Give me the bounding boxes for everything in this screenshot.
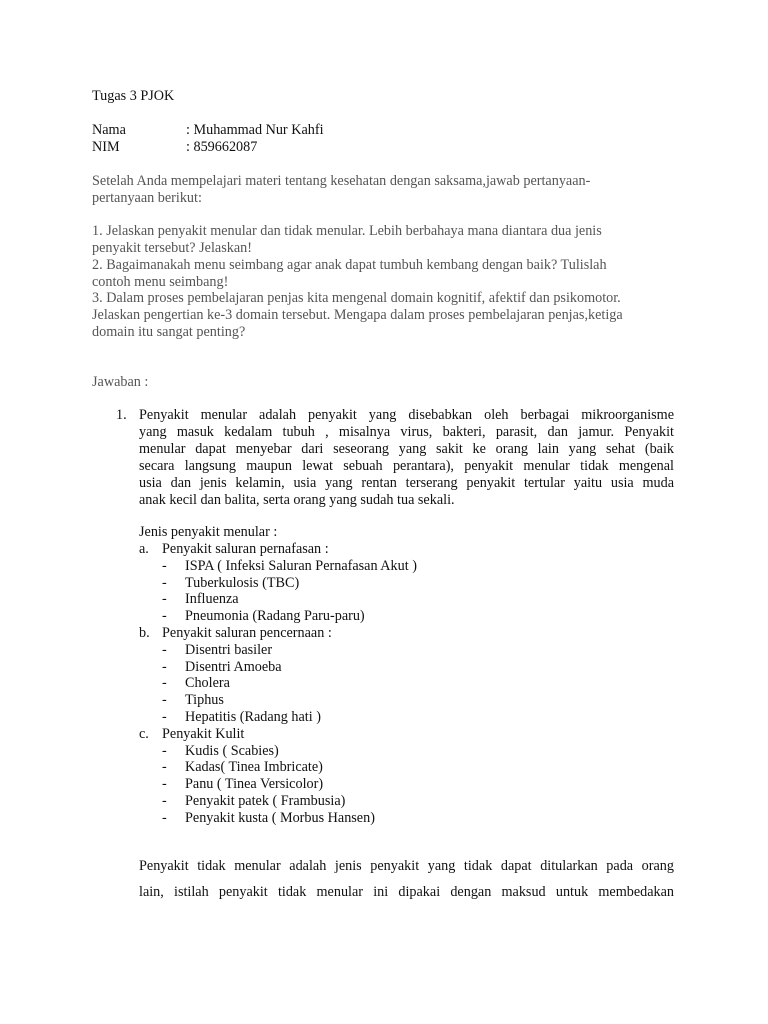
list-dash: - [162, 675, 167, 691]
list-item: Penyakit kusta ( Morbus Hansen) [185, 810, 375, 826]
name-label: Nama [92, 122, 126, 138]
question-line: contoh menu seimbang! [92, 274, 229, 290]
list-item: Hepatitis (Radang hati ) [185, 709, 321, 725]
list-dash: - [162, 709, 167, 725]
nim-label: NIM [92, 139, 120, 155]
category-title: Penyakit saluran pencernaan : [162, 625, 332, 641]
list-dash: - [162, 793, 167, 809]
list-dash: - [162, 810, 167, 826]
paragraph-line: usia dan jenis kelamin, usia yang rentan terserang penyakit tertular yaitu usia muda [139, 475, 674, 491]
list-dash: - [162, 642, 167, 658]
question-line: 1. Jelaskan penyakit menular dan tidak menular. Lebih berbahaya mana diantara dua jenis [92, 223, 602, 239]
intro-line: pertanyaan berikut: [92, 190, 202, 206]
paragraph-line: menular dapat menyebar dari seseorang yang sakit ke orang lain yang sehat (baik [139, 441, 674, 457]
category-letter: a. [139, 541, 149, 557]
name-value: : Muhammad Nur Kahfi [186, 122, 324, 138]
answer-number: 1. [116, 407, 127, 423]
list-dash: - [162, 759, 167, 775]
paragraph-line: anak kecil dan balita, serta orang yang sudah tua sekali. [139, 492, 455, 508]
list-dash: - [162, 659, 167, 675]
list-item: Kadas( Tinea Imbricate) [185, 759, 323, 775]
list-item: ISPA ( Infeksi Saluran Pernafasan Akut ) [185, 558, 417, 574]
answer-heading: Jawaban : [92, 374, 149, 390]
list-item: Influenza [185, 591, 239, 607]
intro-line: Setelah Anda mempelajari materi tentang kesehatan dengan saksama,jawab pertanyaan- [92, 173, 591, 189]
answer-paragraph [139, 407, 674, 509]
list-item: Cholera [185, 675, 230, 691]
list-dash: - [162, 608, 167, 624]
paragraph-line: Penyakit tidak menular adalah jenis penyakit yang tidak dapat ditularkan pada orang [139, 858, 674, 874]
question-line: 2. Bagaimanakah menu seimbang agar anak dapat tumbuh kembang dengan baik? Tulislah [92, 257, 607, 273]
paragraph-line: Penyakit menular adalah penyakit yang disebabkan oleh berbagai mikroorganisme [139, 407, 674, 423]
question-line: 3. Dalam proses pembelajaran penjas kita mengenal domain kognitif, afektif dan psikomotor. [92, 290, 621, 306]
nim-value: : 859662087 [186, 139, 258, 155]
category-letter: b. [139, 625, 150, 641]
category-title: Penyakit Kulit [162, 726, 245, 742]
list-item: Tuberkulosis (TBC) [185, 575, 300, 591]
question-line: Jelaskan pengertian ke-3 domain tersebut. Mengapa dalam proses pembelajaran penjas,ketiga [92, 307, 623, 323]
list-item: Disentri Amoeba [185, 659, 282, 675]
list-dash: - [162, 558, 167, 574]
document-title: Tugas 3 PJOK [92, 88, 175, 104]
list-dash: - [162, 743, 167, 759]
paragraph-line: secara langsung maupun lewat sebuah perantara), penyakit menular tidak mengenal [139, 458, 674, 474]
list-dash: - [162, 776, 167, 792]
category-letter: c. [139, 726, 149, 742]
list-item: Panu ( Tinea Versicolor) [185, 776, 324, 792]
non-communicable-paragraph [139, 853, 674, 905]
list-item: Tiphus [185, 692, 224, 708]
list-item: Penyakit patek ( Frambusia) [185, 793, 346, 809]
list-dash: - [162, 591, 167, 607]
list-item: Pneumonia (Radang Paru-paru) [185, 608, 365, 624]
paragraph-line: yang masuk kedalam tubuh , misalnya virus, bakteri, parasit, dan jamur. Penyakit [139, 424, 674, 440]
paragraph-line: lain, istilah penyakit tidak menular ini dipakai dengan maksud untuk membedakan [139, 884, 674, 900]
list-dash: - [162, 575, 167, 591]
list-dash: - [162, 692, 167, 708]
question-line: penyakit tersebut? Jelaskan! [92, 240, 252, 256]
list-item: Kudis ( Scabies) [185, 743, 279, 759]
question-line: domain itu sangat penting? [92, 324, 246, 340]
list-item: Disentri basiler [185, 642, 273, 658]
category-title: Penyakit saluran pernafasan : [162, 541, 329, 557]
types-heading: Jenis penyakit menular : [139, 524, 278, 540]
